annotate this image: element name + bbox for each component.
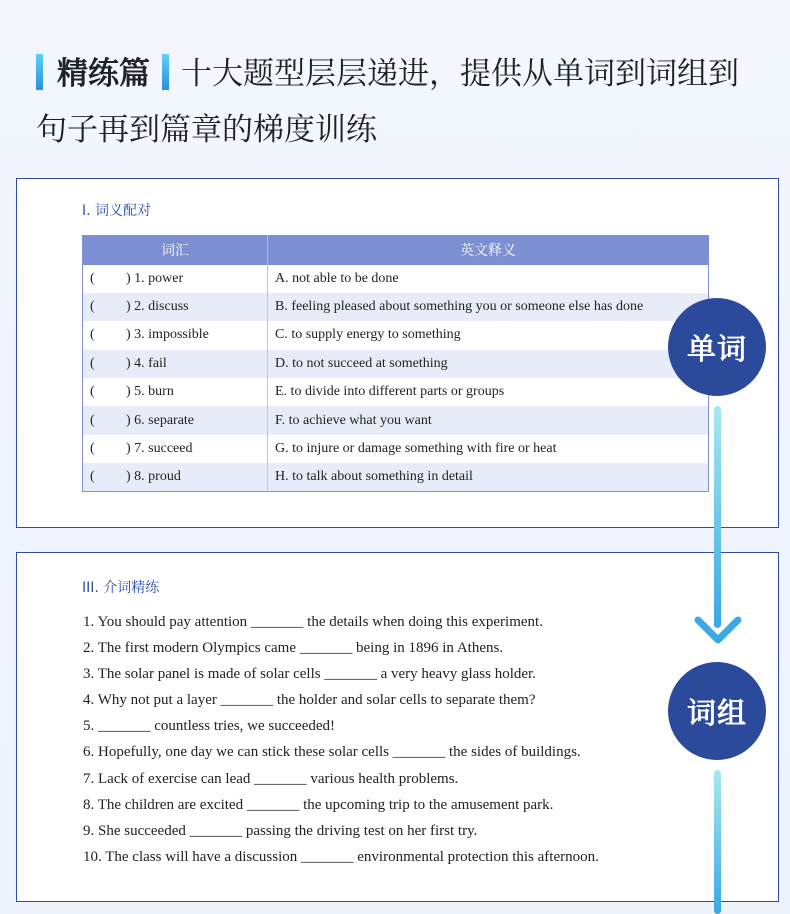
word-level-badge: 单词 [668,298,766,396]
word-cell [83,265,268,293]
list-item: 6. Hopefully, one day we can stick these solar cells _______ the sides of buildings. [83,744,581,761]
word-text: ) 5. burn [126,384,174,400]
word-text: ) 4. fail [126,355,167,371]
table-row [83,378,709,406]
answer-blank[interactable]: ( [90,355,95,371]
list-item: 8. The children are excited _______ the upcoming trip to the amusement park. [83,796,554,813]
answer-blank[interactable]: ( [90,270,95,286]
table-row [83,265,709,293]
word-text: ) 1. power [126,270,184,286]
column-header-definition: 英文释义 [268,236,709,265]
answer-blank[interactable]: ( [90,384,95,400]
word-cell [83,350,268,378]
answer-blank[interactable]: ( [90,412,95,428]
definition-cell: D. to not succeed at something [268,350,709,378]
word-text: ) 8. proud [126,469,181,485]
list-item: 3. The solar panel is made of solar cells _______ a very heavy glass holder. [83,666,536,683]
answer-blank[interactable]: ( [90,327,95,343]
vocab-matching-card [16,178,779,528]
arrow-down-icon [694,614,742,648]
table-header-row [83,236,709,265]
word-cell [83,463,268,491]
accent-bar [36,54,43,90]
section-title: I. 词义配对 [82,203,152,219]
list-item: 1. You should pay attention _______ the details when doing this experiment. [83,614,543,630]
answer-blank[interactable]: ( [90,299,95,315]
word-cell [83,435,268,463]
column-header-word: 词汇 [83,236,268,265]
section-title: III. 介词精练 [82,580,160,596]
definition-cell: B. feeling pleased about something you or someone else has done [268,293,709,321]
word-cell [83,406,268,434]
definition-cell: A. not able to be done [275,270,399,286]
definition-cell: E. to divide into different parts or groups [275,384,505,400]
answer-blank[interactable]: ( [90,469,95,485]
word-text: ) 7. succeed [126,441,193,457]
progress-line [714,406,721,628]
header-description: 十大题型层层递进，提供从单词到词组到句子再到篇章的梯度训练 [36,56,739,148]
word-text: ) 2. discuss [126,299,189,315]
phrase-level-badge: 词组 [668,662,766,760]
progress-line [714,770,721,914]
list-item: 10. The class will have a discussion _______ environmental protection this afternoon. [83,848,599,865]
word-cell [83,378,268,406]
accent-bar [162,54,169,90]
question-list [83,609,599,870]
word-text: ) 6. separate [126,412,195,428]
definition-cell: H. to talk about something in detail [268,463,709,491]
word-cell [83,321,268,349]
word-cell [83,293,268,321]
definition-cell: F. to achieve what you want [268,406,709,434]
table-row [83,293,709,321]
table-row [83,463,709,491]
header-text [36,46,766,158]
list-item: 4. Why not put a layer _______ the holder and solar cells to separate them? [83,692,536,709]
vocab-table [82,235,709,492]
list-item: 7. Lack of exercise can lead _______ various health problems. [83,770,459,787]
definition-cell: G. to injure or damage something with fire or heat [275,441,557,457]
list-item: 9. She succeeded _______ passing the driving test on her first try. [83,822,478,839]
table-row [83,435,709,463]
list-item: 5. _______ countless tries, we succeeded! [83,718,336,735]
table-row [83,350,709,378]
definition-cell: C. to supply energy to something [275,327,461,343]
table-row [83,321,709,349]
word-text: ) 3. impossible [126,327,209,343]
list-item: 2. The first modern Olympics came _______ being in 1896 in Athens. [83,640,504,657]
table-row [83,406,709,434]
answer-blank[interactable]: ( [90,441,95,457]
header-tag: 精练篇 [57,56,150,92]
preposition-practice-card [16,552,779,902]
